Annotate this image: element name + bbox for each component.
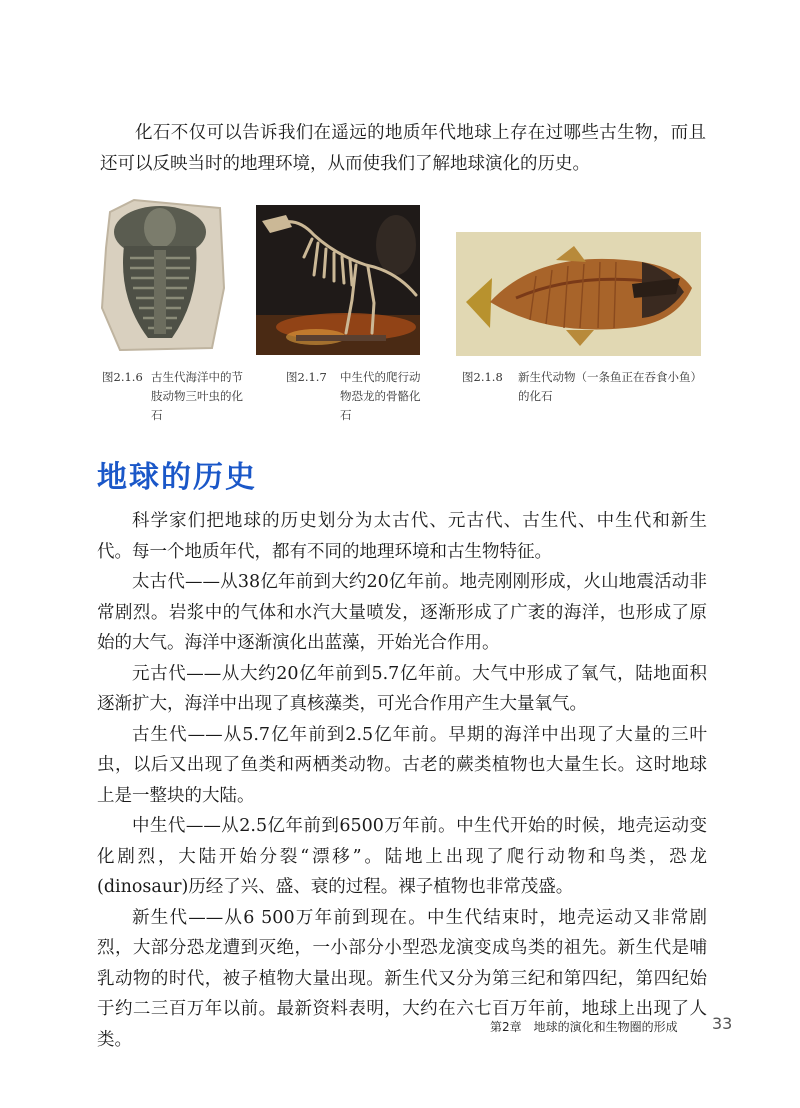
- figure-caption-dinosaur: [286, 368, 436, 428]
- dinosaur-skeleton-image: [256, 205, 420, 355]
- figure-caption-text: 新生代动物（一条鱼正在吞食小鱼）的化石: [518, 370, 697, 403]
- intro-paragraph: 化石不仅可以告诉我们在遥远的地质年代地球上存在过哪些古生物，而且还可以反映当时的地理环境，从而使我们了解地球演化的历史。: [100, 123, 706, 174]
- paragraph-proterozoic: 元古代——从大约20亿年前到5.7亿年前。大气中形成了氧气，陆地面积逐渐扩大，海洋中出现了真核藻类，可光合作用产生大量氧气。: [97, 663, 707, 714]
- figure-caption-trilobite: [102, 368, 252, 428]
- paragraph-paleozoic: 古生代——从5.7亿年前到2.5亿年前。早期的海洋中出现了大量的三叶虫，以后又出现了鱼类和两栖类动物。古老的蕨类植物也大量生长。这时地球上是一整块的大陆。: [97, 724, 707, 806]
- figure-caption-text: 中生代的爬行动物恐龙的骨骼化石: [340, 370, 421, 422]
- figure-caption-text: 古生代海洋中的节肢动物三叶虫的化石: [151, 370, 243, 422]
- paragraph-overview: 科学家们把地球的历史划分为太古代、元古代、古生代、中生代和新生代。每一个地质年代，都有不同的地理环境和古生物特征。: [97, 511, 707, 562]
- figure-caption-fish: [462, 368, 702, 408]
- figure-number: 图2.1.8: [462, 370, 503, 384]
- figure-number: 图2.1.6: [102, 370, 143, 384]
- body-text: [97, 506, 707, 1055]
- figure-number: 图2.1.7: [286, 370, 327, 384]
- paragraph-mesozoic: 中生代——从2.5亿年前到6500万年前。中生代开始的时候，地壳运动变化剧烈，大陆开始分裂“漂移”。陆地上出现了爬行动物和鸟类，恐龙(dinosaur)历经了兴、盛、衰的过程。裸子植物也非常茂盛。: [97, 816, 707, 897]
- paragraph-cenozoic: 新生代——从6 500万年前到现在。中生代结束时，地壳运动又非常剧烈，大部分恐龙遭到灭绝，一小部分小型恐龙演变成鸟类的祖先。新生代是哺乳动物的时代，被子植物大量出现。新生代又分为第三纪和第四纪，第四纪始于约二三百万年以前。最新资料表明，大约在六七百万年前，地球上出现了人类。: [97, 907, 707, 1050]
- paragraph-archean: 太古代——从38亿年前到大约20亿年前。地壳刚刚形成，火山地震活动非常剧烈。岩浆中的气体和水汽大量喷发，逐渐形成了广袤的海洋，也形成了原始的大气。海洋中逐渐演化出蓝藻，开始光合作用。: [97, 572, 707, 653]
- page-number: 33: [712, 1014, 733, 1033]
- trilobite-fossil-image: [100, 198, 226, 352]
- fish-fossil-image: [456, 232, 701, 356]
- section-title: 地球的历史: [97, 460, 257, 495]
- chapter-title: 第2章 地球的演化和生物圈的形成: [490, 1020, 678, 1034]
